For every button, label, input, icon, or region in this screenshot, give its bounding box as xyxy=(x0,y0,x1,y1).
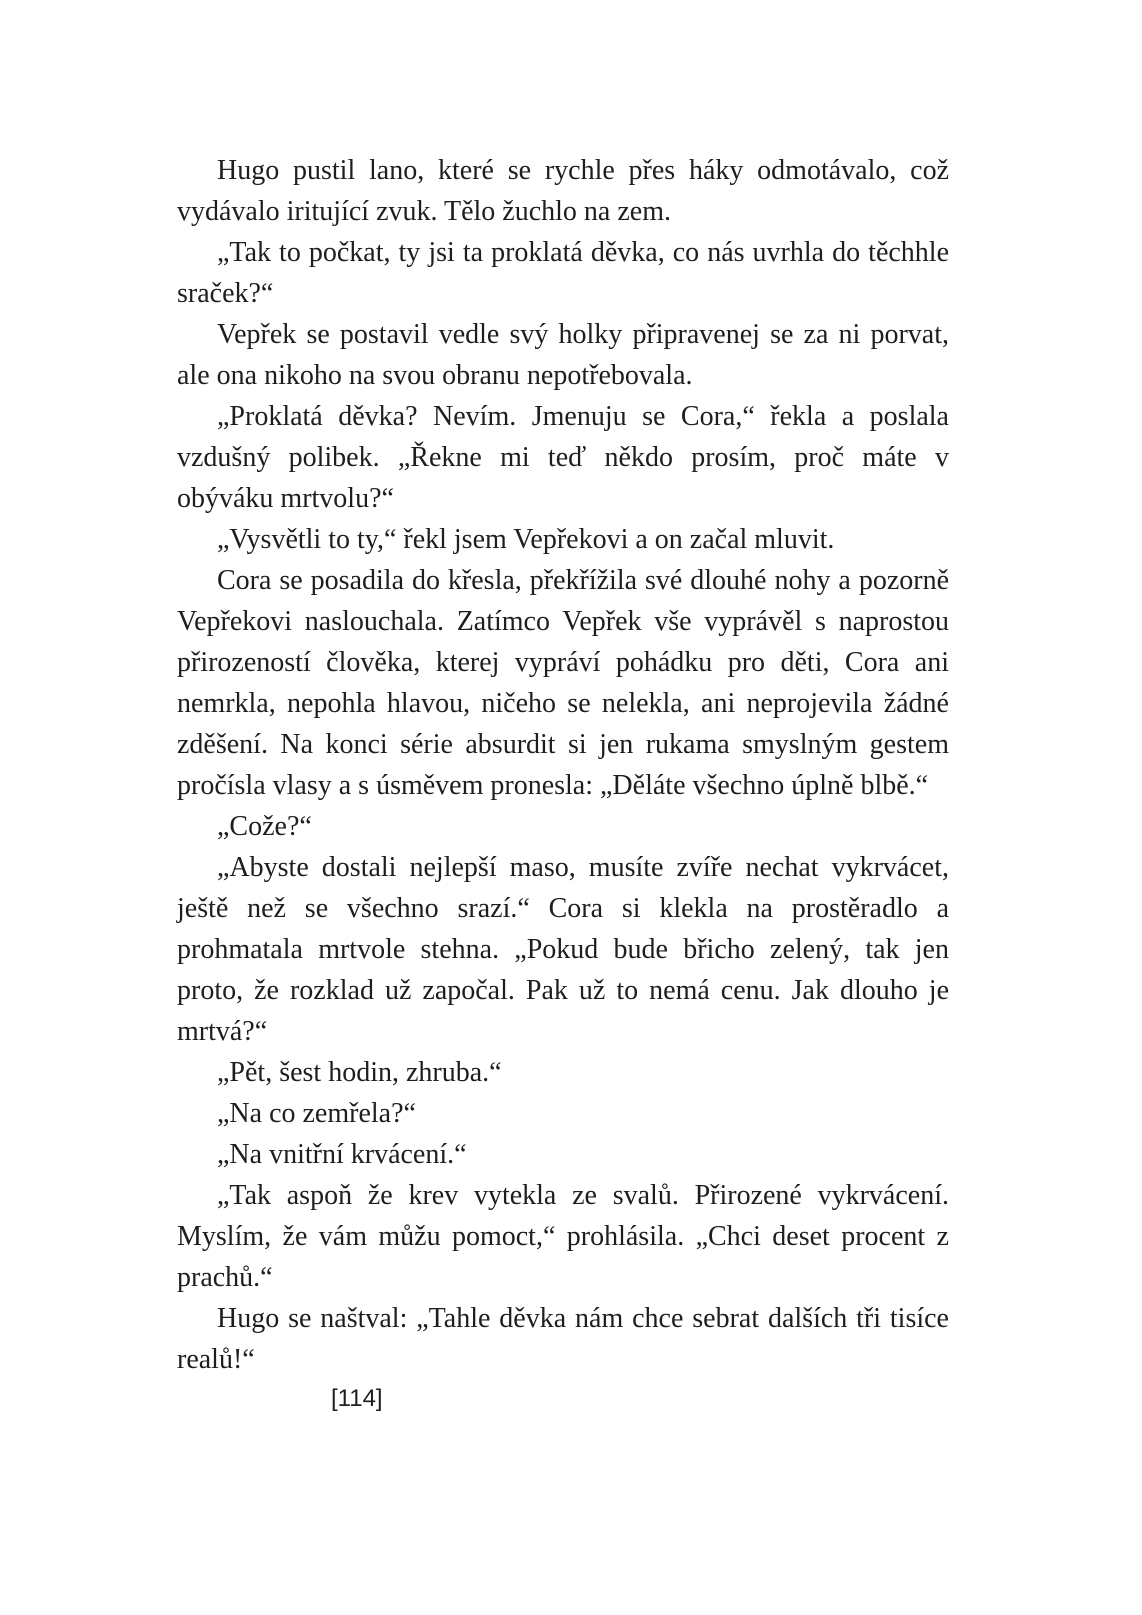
paragraph: Hugo pustil lano, které se rychle přes háky odmotávalo, což vydávalo iritující zvuk. Tělo žuchlo na zem. xyxy=(177,155,949,227)
paragraph: „Vysvětli to ty,“ řekl jsem Vepřekovi a on začal mluvit. xyxy=(217,524,835,555)
paragraph: „Tak aspoň že krev vytekla ze svalů. Přirozené vykrvácení. Myslím, že vám můžu pomoct,“ prohlásila. „Chci deset procent z prachů.“ xyxy=(177,1180,949,1293)
paragraph: Cora se posadila do křesla, překřížila své dlouhé nohy a pozorně Vepřekovi naslouchala. Zatímco Vepřek vše vyprávěl s naprostou přirozeností člověka, kterej vypráví pohádku pro děti, Cora ani nemrkla, nepohla hlavou, ničeho se nelekla, ani neprojevila žádné zděšení. Na konci série absurdit si jen rukama smyslným gestem pročísla vlasy a s úsměvem pronesla: „Děláte všechno úplně blbě.“ xyxy=(177,565,949,801)
paragraph: Vepřek se postavil vedle svý holky připravenej se za ni porvat, ale ona nikoho na svou obranu nepotřebovala. xyxy=(177,319,949,391)
paragraph: „Abyste dostali nejlepší maso, musíte zvíře nechat vykrvácet, ještě než se všechno srazí.“ Cora si klekla na prostěradlo a prohmatala mrtvole stehna. „Pokud bude břicho zelený, tak jen proto, že rozklad už započal. Pak už to nemá cenu. Jak dlouho je mrtvá?“ xyxy=(177,852,949,1047)
paragraph: „Na vnitřní krvácení.“ xyxy=(217,1139,467,1170)
paragraph: „Na co zemřela?“ xyxy=(217,1098,416,1129)
paragraph: „Tak to počkat, ty jsi ta proklatá děvka, co nás uvrhla do těchhle sraček?“ xyxy=(177,237,949,309)
body-text xyxy=(177,150,949,1380)
page-number: [114] xyxy=(331,1385,383,1412)
paragraph: Hugo se naštval: „Tahle děvka nám chce sebrat dalších tři tisíce realů!“ xyxy=(177,1303,949,1375)
paragraph: „Pět, šest hodin, zhruba.“ xyxy=(217,1057,502,1088)
paragraph: „Cože?“ xyxy=(217,811,312,842)
paragraph: „Proklatá děvka? Nevím. Jmenuju se Cora,“ řekla a poslala vzdušný polibek. „Řekne mi teď někdo prosím, proč máte v obýváku mrtvolu?“ xyxy=(177,401,949,514)
